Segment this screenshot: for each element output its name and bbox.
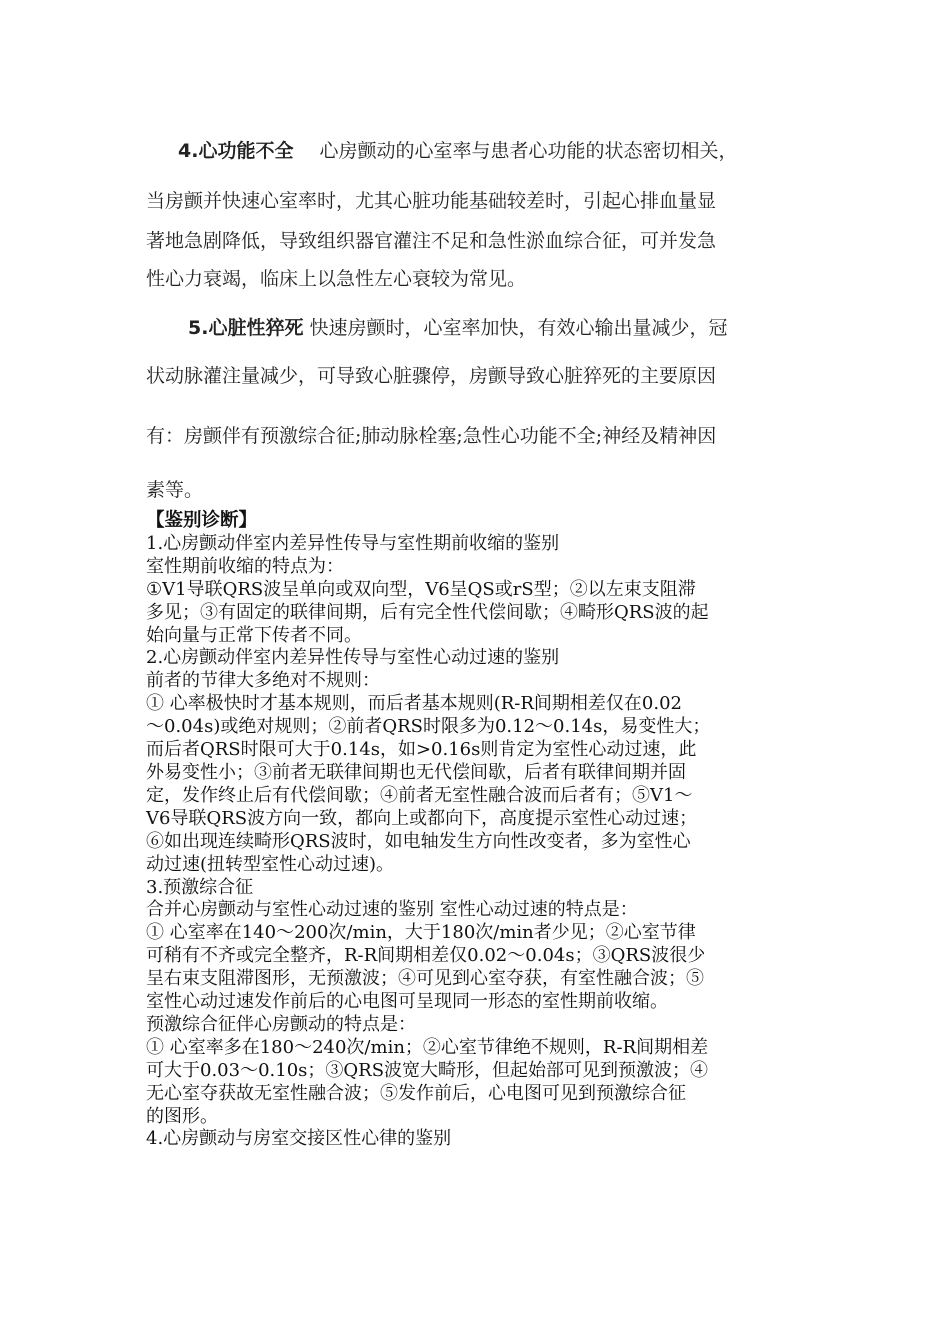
diagnosis-line: 而后者QRS时限可大于0.14s，如>0.16s则肯定为室性心动过速，此 xyxy=(146,739,697,761)
item5-line-2: 状动脉灌注量减少，可导致心脏骤停，房颤导致心脏猝死的主要原因 xyxy=(146,365,717,387)
diagnosis-line: 室性期前收缩的特点为： xyxy=(146,555,344,577)
diagnosis-line: ① 心室率多在180～240次/min；②心室节律绝不规则，R-R间期相差 xyxy=(146,1036,709,1058)
item4-line-3: 著地急剧降低，导致组织器官灌注不足和急性淤血综合征，可并发急 xyxy=(146,230,717,252)
item5-heading: 5.心脏性猝死 xyxy=(188,317,304,339)
diagnosis-line: ① 心室率在140～200次/min，大于180次/min者少见；②心室节律 xyxy=(146,922,696,944)
diagnosis-line: 可稍有不齐或完全整齐，R-R间期相差仅0.02～0.04s；③QRS波很少 xyxy=(146,945,706,967)
diagnosis-line: 外易变性小；③前者无联律间期也无代偿间歇，后者有联律间期并固 xyxy=(146,761,686,783)
item4-line-2: 当房颤并快速心室率时，尤其心脏功能基础较差时，引起心排血量显 xyxy=(146,190,717,212)
diagnosis-line: 2.心房颤动伴室内差异性传导与室性心动过速的鉴别 xyxy=(146,647,560,669)
diagnosis-line: 呈右束支阻滞图形，无预激波；④可见到心室夺获，有室性融合波；⑤ xyxy=(146,968,704,990)
item5-line-3: 有：房颤伴有预激综合征;肺动脉栓塞;急性心功能不全;神经及精神因 xyxy=(146,425,717,447)
item5-line-4: 素等。 xyxy=(146,479,204,501)
diagnosis-line: 可大于0.03～0.10s；③QRS波宽大畸形，但起始部可见到预激波；④ xyxy=(146,1059,709,1081)
diagnosis-line: 动过速(扭转型室性心动过速)。 xyxy=(146,853,395,875)
item4-line-4: 性心力衰竭，临床上以急性左心衰较为常见。 xyxy=(146,268,527,290)
diagnosis-line: 4.心房颤动与房室交接区性心律的鉴别 xyxy=(146,1128,452,1150)
item4-heading: 4.心功能不全 xyxy=(178,140,294,162)
diagnosis-line: ～0.04s)或绝对规则；②前者QRS时限多为0.12～0.14s，易变性大； xyxy=(146,716,711,738)
diagnosis-line: 合并心房颤动与室性心动过速的鉴别 室性心动过速的特点是： xyxy=(146,899,638,921)
diagnosis-line: 室性心动过速发作前后的心电图可呈现同一形态的室性期前收缩。 xyxy=(146,991,668,1013)
differential-diagnosis-section xyxy=(146,510,816,1151)
diagnosis-line: 1.心房颤动伴室内差异性传导与室性期前收缩的鉴别 xyxy=(146,532,560,554)
diagnosis-line: ① 心率极快时才基本规则，而后者基本规则(R-R间期相差仅在0.02 xyxy=(146,693,683,715)
diagnosis-line: 无心室夺获故无室性融合波；⑤发作前后，心电图可见到预激综合征 xyxy=(146,1082,686,1104)
diagnosis-line: 的图形。 xyxy=(146,1105,218,1127)
item5-line-1: 快速房颤时，心室率加快，有效心输出量减少，冠 xyxy=(309,317,728,339)
diagnosis-line: ⑥如出现连续畸形QRS波时，如电轴发生方向性改变者，多为室性心 xyxy=(146,830,691,852)
diagnosis-line: ①V1导联QRS波呈单向或双向型，V6呈QS或rS型；②以左束支阻滞 xyxy=(146,578,696,600)
diagnosis-line: 始向量与正常下传者不同。 xyxy=(146,624,362,646)
diagnosis-line: 3.预激综合征 xyxy=(146,876,254,898)
item5-first-line xyxy=(188,313,727,340)
diagnosis-line: V6导联QRS波方向一致，都向上或都向下，高度提示室性心动过速； xyxy=(146,807,698,829)
diagnosis-line: 定，发作终止后有代偿间歇；④前者无室性融合波而后者有；⑤V1～ xyxy=(146,784,693,806)
diagnosis-line: 前者的节律大多绝对不规则： xyxy=(146,670,380,692)
diagnosis-line: 多见；③有固定的联律间期，后有完全性代偿间歇；④畸形QRS波的起 xyxy=(146,601,709,623)
item4-first-line xyxy=(178,136,737,163)
differential-diagnosis-heading: 【鉴别诊断】 xyxy=(146,510,258,531)
item4-line-1: 心房颤动的心室率与患者心功能的状态密切相关， xyxy=(319,140,738,162)
diagnosis-line: 预激综合征伴心房颤动的特点是： xyxy=(146,1013,416,1035)
